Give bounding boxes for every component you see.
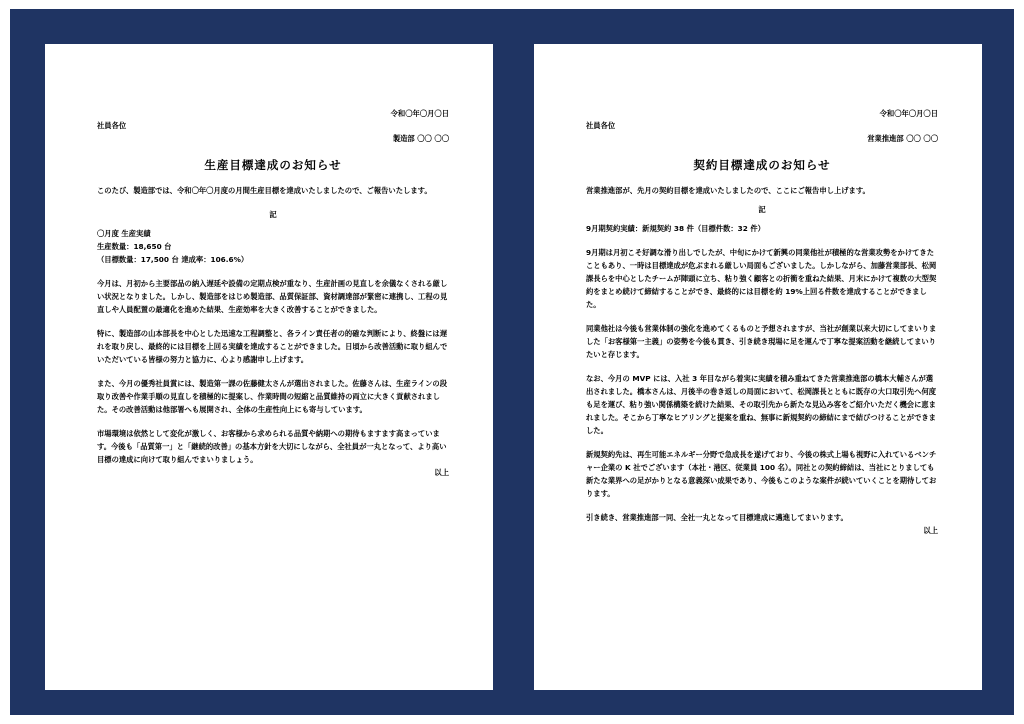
author: 製造部 〇〇 〇〇 — [392, 134, 449, 143]
body-paragraph: 新規契約先は、再生可能エネルギー分野で急成長を遂げており、今後の株式上場も視野に入れているベンチャー企業の K 社でございます（本社・港区、従業員 100 名）。同社との契約締結は、当社にとりましても新たな業界への足がかりとなる意義深い成果であり、今後もこのような案件が続いていくことを期待しております。 — [586, 450, 937, 498]
addressee: 社員各位 — [586, 121, 616, 130]
result-heading: 〇月度 生産実績 — [97, 229, 151, 238]
body-paragraph: 引き続き、営業推進部一同、全社一丸となって目標達成に邁進してまいります。 — [586, 513, 848, 522]
document-title: 契約目標達成のお知らせ — [693, 158, 831, 172]
document-viewer-background — [10, 9, 1014, 715]
body-paragraph: なお、今月の MVP には、入社 3 年目ながら着実に実績を積み重ねてきた営業推進部の橋本大輔さんが選出されました。橋本さんは、月後半の巻き返しの局面において、松岡課長とともに既存の大口取引先へ何度も足を運び、粘り強い関係構築を続けた結果、その取引先から新たな見込み客をご紹介いただく機会に恵まれました。そこから丁寧なヒアリングと提案を重ね、無事に新規契約の締結にまで結びつけることができました。 — [586, 374, 937, 435]
author: 営業推進部 〇〇 〇〇 — [867, 134, 938, 143]
document-body — [586, 107, 938, 537]
document-title: 生産目標達成のお知らせ — [204, 158, 342, 172]
addressee: 社員各位 — [97, 121, 127, 130]
result-line: 9月期契約実績：新規契約 38 件（目標件数：32 件） — [586, 224, 765, 233]
result-line: （目標数量：17,500 台 達成率：106.6%） — [97, 255, 249, 264]
document-date: 令和〇年〇月〇日 — [879, 109, 938, 118]
body-paragraph: 同業他社は今後も営業体制の強化を進めてくるものと予想されますが、当社が創業以来大切にしてまいりました「お客様第一主義」の姿勢を今後も貫き、引き続き現場に足を運んで丁寧な提案活動を継続してまいりたいと存じます。 — [586, 324, 937, 359]
body-paragraph: 今月は、月初から主要部品の納入遅延や設備の定期点検が重なり、生産計画の見直しを余儀なくされる厳しい状況となりました。しかし、製造部をはじめ製造部、品質保証部、資材調達部が緊密に連携し、工程の見直しや人員配置の最適化を進めた結果、生産効率を大きく改善することができました。 — [97, 279, 448, 314]
result-block — [97, 227, 449, 266]
result-line: 生産数量：18,650 台 — [97, 242, 172, 251]
intro-paragraph: このたび、製造部では、令和〇年〇月度の月間生産目標を達成いたしましたので、ご報告いたします。 — [97, 186, 432, 195]
document-date: 令和〇年〇月〇日 — [390, 109, 449, 118]
intro-paragraph: 営業推進部が、先月の契約目標を達成いたしましたので、ここにご報告申し上げます。 — [586, 186, 870, 195]
document-page-production — [45, 44, 493, 690]
body-paragraph: 特に、製造部の山本部長を中心とした迅速な工程調整と、各ライン責任者の的確な判断により、終盤には遅れを取り戻し、最終的には目標を上回る実績を達成することができました。日頃から改善活動に取り組んでいただいている皆様の努力と協力に、心より感謝申し上げます。 — [97, 329, 448, 364]
body-paragraph: また、今月の優秀社員賞には、製造第一課の佐藤健太さんが選出されました。佐藤さんは、生産ラインの段取り改善や作業手順の見直しを積極的に提案し、作業時間の短縮と品質維持の両立に大きく貢献されました。その改善活動は他部署へも展開され、全体の生産性向上にも寄与しています。 — [97, 379, 448, 414]
ki-marker: 記 — [758, 205, 766, 214]
closing-mark: 以上 — [434, 468, 449, 477]
closing-mark: 以上 — [923, 526, 938, 535]
body-paragraph: 市場環境は依然として変化が激しく、お客様から求められる品質や納期への期待もますます高まっています。今後も「品質第一」と「継続的改善」の基本方針を大切にしながら、全社員が一丸となって、より高い目標の達成に向けて取り組んでまいりましょう。 — [97, 429, 447, 464]
ki-marker: 記 — [269, 210, 277, 219]
body-paragraph: 9月期は月初こそ好調な滑り出しでしたが、中旬にかけて新興の同業他社が積極的な営業攻勢をかけてきたこともあり、一時は目標達成が危ぶまれる厳しい局面もございました。しかしながら、加藤営業部長、松岡課長らを中心としたチームが陣頭に立ち、粘り強く顧客との折衝を重ねた結果、月末にかけて複数の大型契約をまとめ続けて締結することができ、最終的には目標を約 19%上回る件数を達成することができました。 — [586, 248, 937, 309]
document-body — [97, 107, 449, 479]
document-page-contract — [534, 44, 982, 690]
